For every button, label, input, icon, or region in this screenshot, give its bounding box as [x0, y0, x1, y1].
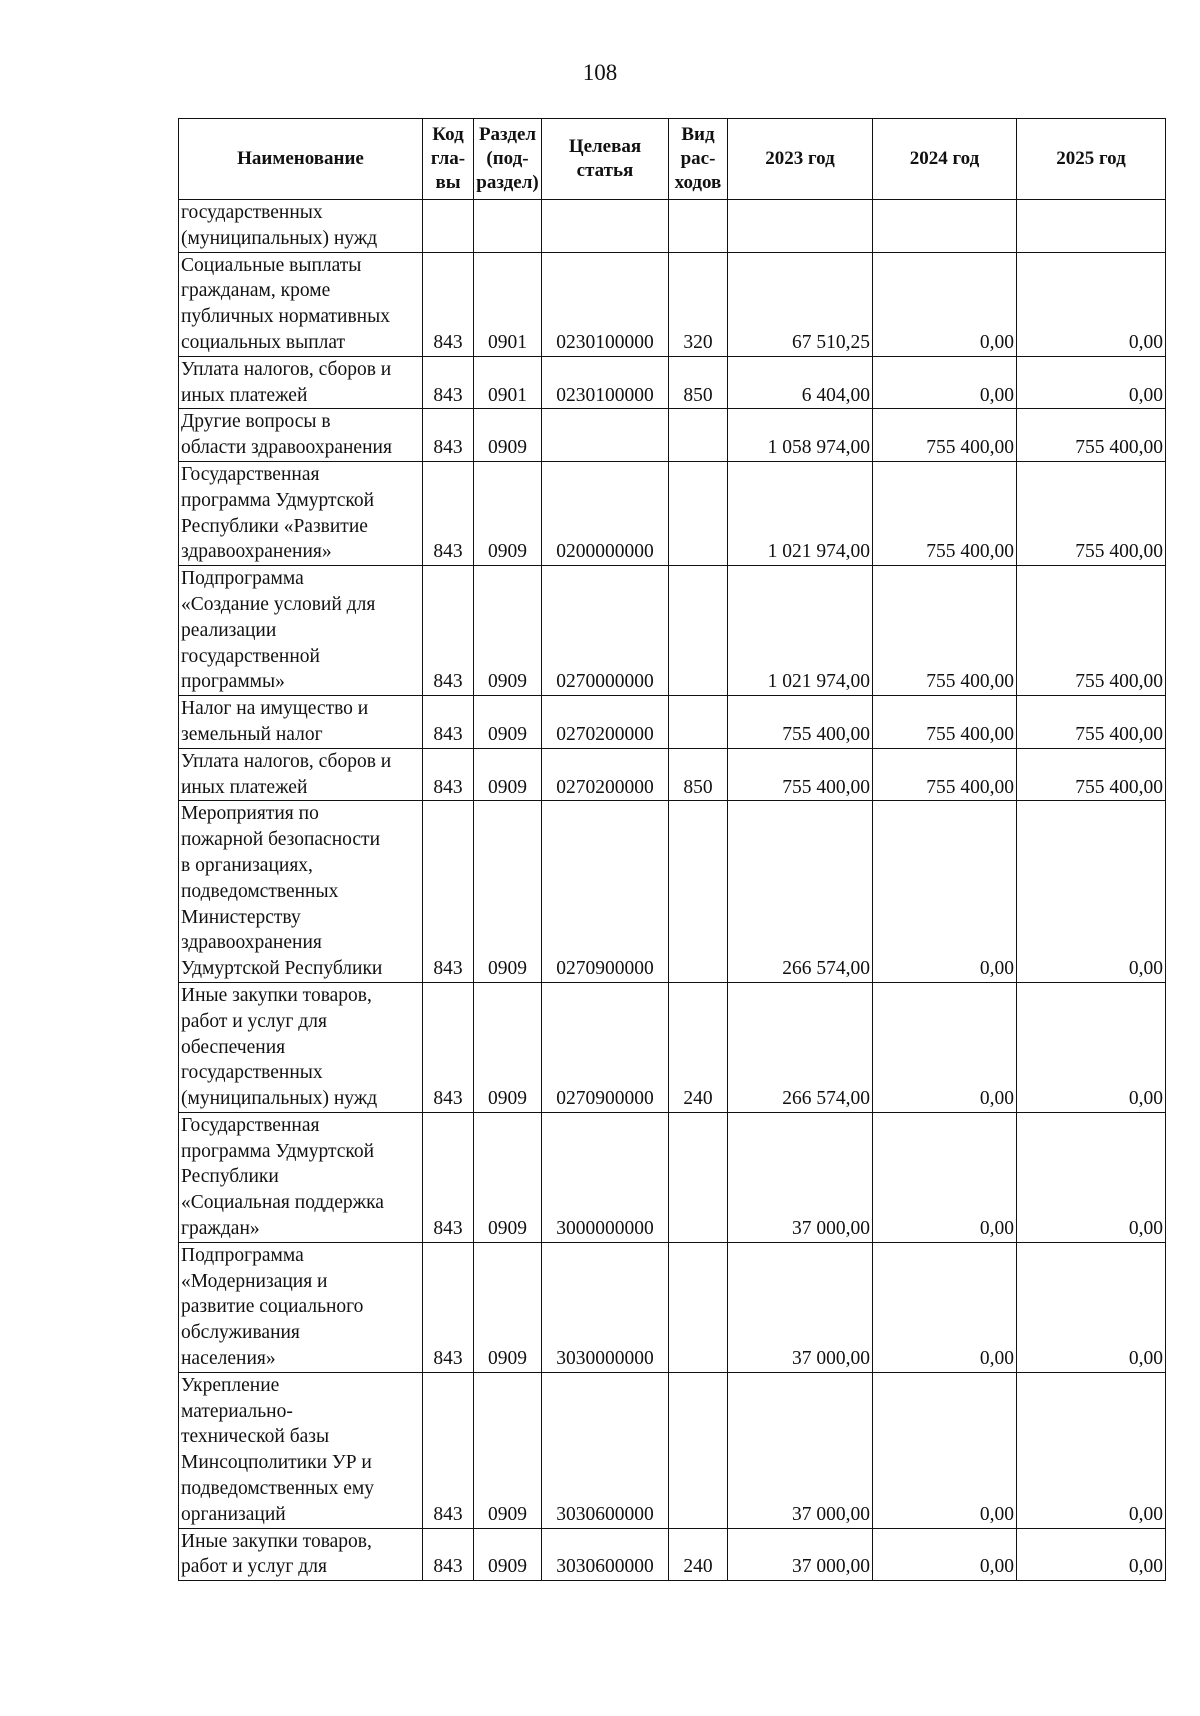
cell-name — [179, 461, 423, 565]
header-section-line: Раздел — [478, 124, 537, 145]
cell-target: 3030000000 — [542, 1242, 669, 1372]
cell-name-line: Удмуртской Республики — [181, 958, 383, 980]
table-row — [179, 1242, 1166, 1372]
header-target — [542, 119, 669, 200]
header-2024: 2024 год — [873, 119, 1017, 200]
cell-2025 — [1017, 200, 1166, 253]
cell-code: 843 — [423, 801, 474, 983]
cell-name-line: Уплата налогов, сборов и — [181, 358, 392, 380]
cell-type: 240 — [669, 982, 728, 1112]
header-code-line: гла- — [430, 148, 466, 169]
cell-section: 0909 — [474, 1528, 542, 1581]
cell-2024: 755 400,00 — [873, 696, 1017, 749]
cell-2023: 755 400,00 — [728, 748, 873, 801]
cell-target — [542, 200, 669, 253]
cell-section: 0909 — [474, 409, 542, 462]
cell-name — [179, 1112, 423, 1242]
cell-2025: 0,00 — [1017, 801, 1166, 983]
cell-name-line: государственных — [181, 202, 323, 223]
cell-name-line: в организациях, — [181, 854, 313, 876]
header-type-line: ходов — [674, 172, 722, 193]
header-section-line: (под- — [486, 148, 529, 169]
header-type — [669, 119, 728, 200]
cell-name-line: здравоохранения — [181, 932, 322, 954]
header-section-line: раздел) — [476, 172, 539, 193]
cell-name — [179, 200, 423, 253]
cell-type — [669, 801, 728, 983]
cell-code: 843 — [423, 409, 474, 462]
cell-name-line: Иные закупки товаров, — [181, 1530, 372, 1552]
cell-2024: 0,00 — [873, 1112, 1017, 1242]
cell-2024: 755 400,00 — [873, 566, 1017, 696]
cell-2023: 37 000,00 — [728, 1372, 873, 1528]
cell-name-line: иных платежей — [181, 776, 308, 798]
cell-2025: 755 400,00 — [1017, 461, 1166, 565]
header-type-line: рас- — [680, 148, 716, 169]
cell-2023 — [728, 200, 873, 253]
cell-target — [542, 409, 669, 462]
header-type-line: Вид — [681, 124, 715, 145]
cell-name — [179, 982, 423, 1112]
cell-target: 3030600000 — [542, 1372, 669, 1528]
cell-name-line: работ и услуг для — [181, 1010, 327, 1032]
cell-name-line: земельный налог — [181, 723, 323, 745]
cell-section: 0909 — [474, 696, 542, 749]
cell-2024: 0,00 — [873, 252, 1017, 356]
cell-2023: 37 000,00 — [728, 1112, 873, 1242]
cell-2025: 0,00 — [1017, 1242, 1166, 1372]
cell-name-line: материально- — [181, 1400, 293, 1422]
cell-2024: 755 400,00 — [873, 748, 1017, 801]
page-number: 108 — [582, 60, 618, 85]
cell-2025: 0,00 — [1017, 356, 1166, 409]
cell-2023: 37 000,00 — [728, 1242, 873, 1372]
cell-name-line: пожарной безопасности — [181, 829, 380, 851]
cell-code: 843 — [423, 461, 474, 565]
cell-code: 843 — [423, 748, 474, 801]
cell-type: 320 — [669, 252, 728, 356]
cell-name-line: Социальные выплаты — [181, 254, 362, 276]
cell-2024: 0,00 — [873, 1242, 1017, 1372]
cell-name-line: здравоохранения» — [181, 541, 332, 563]
cell-name-line: Республики «Развитие — [181, 515, 368, 537]
cell-name — [179, 696, 423, 749]
cell-code: 843 — [423, 1112, 474, 1242]
cell-name-line: реализации — [181, 619, 277, 641]
cell-target: 0270900000 — [542, 801, 669, 983]
cell-target: 0270200000 — [542, 696, 669, 749]
cell-target: 0270200000 — [542, 748, 669, 801]
cell-name-line: «Создание условий для — [181, 593, 376, 615]
cell-2025: 0,00 — [1017, 1528, 1166, 1581]
cell-code: 843 — [423, 566, 474, 696]
cell-name-line: Иные закупки товаров, — [181, 984, 372, 1006]
cell-section: 0909 — [474, 1372, 542, 1528]
cell-section: 0909 — [474, 982, 542, 1112]
cell-type — [669, 1372, 728, 1528]
cell-name-line: программа Удмуртской — [181, 489, 375, 511]
cell-code: 843 — [423, 252, 474, 356]
cell-2024: 0,00 — [873, 982, 1017, 1112]
cell-name-line: работ и услуг для — [181, 1556, 327, 1578]
cell-name-line: граждан» — [181, 1218, 260, 1240]
cell-name-line: программа Удмуртской — [181, 1140, 375, 1162]
cell-code — [423, 200, 474, 253]
cell-section: 0909 — [474, 461, 542, 565]
cell-type: 850 — [669, 356, 728, 409]
cell-2023: 266 574,00 — [728, 801, 873, 983]
table-row — [179, 696, 1166, 749]
cell-2025: 755 400,00 — [1017, 566, 1166, 696]
cell-name-line: Мероприятия по — [181, 803, 319, 825]
header-code-line: Код — [432, 124, 464, 145]
cell-type: 240 — [669, 1528, 728, 1581]
cell-2023: 37 000,00 — [728, 1528, 873, 1581]
cell-name-line: Государственная — [181, 463, 320, 485]
cell-target: 0230100000 — [542, 356, 669, 409]
cell-2023: 1 058 974,00 — [728, 409, 873, 462]
cell-name-line: развитие социального — [181, 1296, 364, 1318]
cell-2024: 755 400,00 — [873, 461, 1017, 565]
cell-name-line: Министерству — [181, 906, 301, 928]
cell-code: 843 — [423, 982, 474, 1112]
table-body — [179, 200, 1166, 1581]
table-row — [179, 252, 1166, 356]
cell-name-line: обеспечения — [181, 1036, 286, 1058]
table-row — [179, 461, 1166, 565]
cell-name-line: государственной — [181, 645, 320, 667]
cell-name — [179, 566, 423, 696]
cell-target: 0230100000 — [542, 252, 669, 356]
cell-section: 0909 — [474, 748, 542, 801]
table-row — [179, 409, 1166, 462]
cell-target: 0270000000 — [542, 566, 669, 696]
cell-type — [669, 696, 728, 749]
table-row — [179, 748, 1166, 801]
cell-code: 843 — [423, 1528, 474, 1581]
cell-name — [179, 801, 423, 983]
cell-code: 843 — [423, 356, 474, 409]
cell-name-line: Подпрограмма — [181, 1244, 304, 1266]
header-target-line: Целевая — [568, 136, 642, 157]
table-row — [179, 1112, 1166, 1242]
cell-section: 0901 — [474, 356, 542, 409]
cell-2025: 0,00 — [1017, 1372, 1166, 1528]
cell-name-line: социальных выплат — [181, 331, 346, 353]
cell-name-line: технической базы — [181, 1426, 330, 1448]
cell-2024: 0,00 — [873, 801, 1017, 983]
cell-target: 0270900000 — [542, 982, 669, 1112]
cell-name-line: Минсоцполитики УР и — [181, 1452, 372, 1474]
header-name: Наименование — [179, 119, 423, 200]
table-row — [179, 200, 1166, 253]
cell-type: 850 — [669, 748, 728, 801]
cell-name-line: Укрепление — [181, 1374, 280, 1396]
cell-name-line: «Модернизация и — [181, 1270, 328, 1292]
table-row — [179, 566, 1166, 696]
cell-name-line: Уплата налогов, сборов и — [181, 750, 392, 772]
cell-2023: 67 510,25 — [728, 252, 873, 356]
budget-table — [178, 118, 1166, 1581]
cell-2023: 1 021 974,00 — [728, 461, 873, 565]
cell-2023: 1 021 974,00 — [728, 566, 873, 696]
cell-name-line: обслуживания — [181, 1322, 300, 1344]
cell-type — [669, 566, 728, 696]
cell-name — [179, 356, 423, 409]
cell-target: 3030600000 — [542, 1528, 669, 1581]
cell-name-line: (муниципальных) нужд — [181, 1088, 378, 1110]
cell-name-line: населения» — [181, 1348, 276, 1370]
cell-name — [179, 1242, 423, 1372]
cell-2025: 755 400,00 — [1017, 748, 1166, 801]
cell-2024: 0,00 — [873, 1528, 1017, 1581]
header-target-line: статья — [576, 160, 634, 181]
cell-2024 — [873, 200, 1017, 253]
table-row — [179, 356, 1166, 409]
cell-target: 3000000000 — [542, 1112, 669, 1242]
cell-2025: 0,00 — [1017, 252, 1166, 356]
cell-type — [669, 200, 728, 253]
cell-2023: 755 400,00 — [728, 696, 873, 749]
cell-name-line: гражданам, кроме — [181, 280, 331, 302]
cell-section: 0901 — [474, 252, 542, 356]
table-row — [179, 982, 1166, 1112]
cell-2024: 0,00 — [873, 356, 1017, 409]
header-code-line: вы — [435, 172, 461, 193]
cell-name-line: Подпрограмма — [181, 568, 304, 590]
cell-section: 0909 — [474, 1242, 542, 1372]
cell-2025: 0,00 — [1017, 982, 1166, 1112]
cell-type — [669, 461, 728, 565]
cell-name-line: программы» — [181, 671, 285, 693]
cell-name-line: (муниципальных) нужд — [181, 227, 378, 249]
cell-section: 0909 — [474, 1112, 542, 1242]
header-row — [179, 119, 1166, 200]
cell-name-line: Государственная — [181, 1114, 320, 1136]
header-code — [423, 119, 474, 200]
cell-2025: 0,00 — [1017, 1112, 1166, 1242]
cell-code: 843 — [423, 1372, 474, 1528]
cell-type — [669, 1112, 728, 1242]
cell-name-line: Налог на имущество и — [181, 698, 369, 720]
cell-name-line: иных платежей — [181, 384, 308, 406]
table-row — [179, 1372, 1166, 1528]
cell-section — [474, 200, 542, 253]
cell-code: 843 — [423, 1242, 474, 1372]
header-section — [474, 119, 542, 200]
table-row — [179, 801, 1166, 983]
cell-name-line: публичных нормативных — [181, 306, 390, 328]
cell-section: 0909 — [474, 801, 542, 983]
cell-name-line: «Социальная поддержка — [181, 1192, 384, 1214]
cell-2024: 0,00 — [873, 1372, 1017, 1528]
cell-name-line: государственных — [181, 1062, 323, 1084]
cell-2025: 755 400,00 — [1017, 409, 1166, 462]
cell-name — [179, 252, 423, 356]
cell-type — [669, 1242, 728, 1372]
cell-name-line: области здравоохранения — [181, 437, 392, 459]
cell-name-line: подведомственных — [181, 880, 339, 902]
cell-code: 843 — [423, 696, 474, 749]
cell-section: 0909 — [474, 566, 542, 696]
cell-name — [179, 748, 423, 801]
cell-name-line: подведомственных ему — [181, 1478, 374, 1500]
table-row — [179, 1528, 1166, 1581]
cell-name — [179, 1528, 423, 1581]
cell-target: 0200000000 — [542, 461, 669, 565]
cell-name — [179, 1372, 423, 1528]
cell-name-line: Другие вопросы в — [181, 411, 331, 433]
cell-2024: 755 400,00 — [873, 409, 1017, 462]
header-2025: 2025 год — [1017, 119, 1166, 200]
cell-type — [669, 409, 728, 462]
cell-name — [179, 409, 423, 462]
header-2023: 2023 год — [728, 119, 873, 200]
cell-2023: 266 574,00 — [728, 982, 873, 1112]
cell-name-line: Республики — [181, 1166, 279, 1188]
cell-2023: 6 404,00 — [728, 356, 873, 409]
cell-2025: 755 400,00 — [1017, 696, 1166, 749]
cell-name-line: организаций — [181, 1503, 286, 1525]
